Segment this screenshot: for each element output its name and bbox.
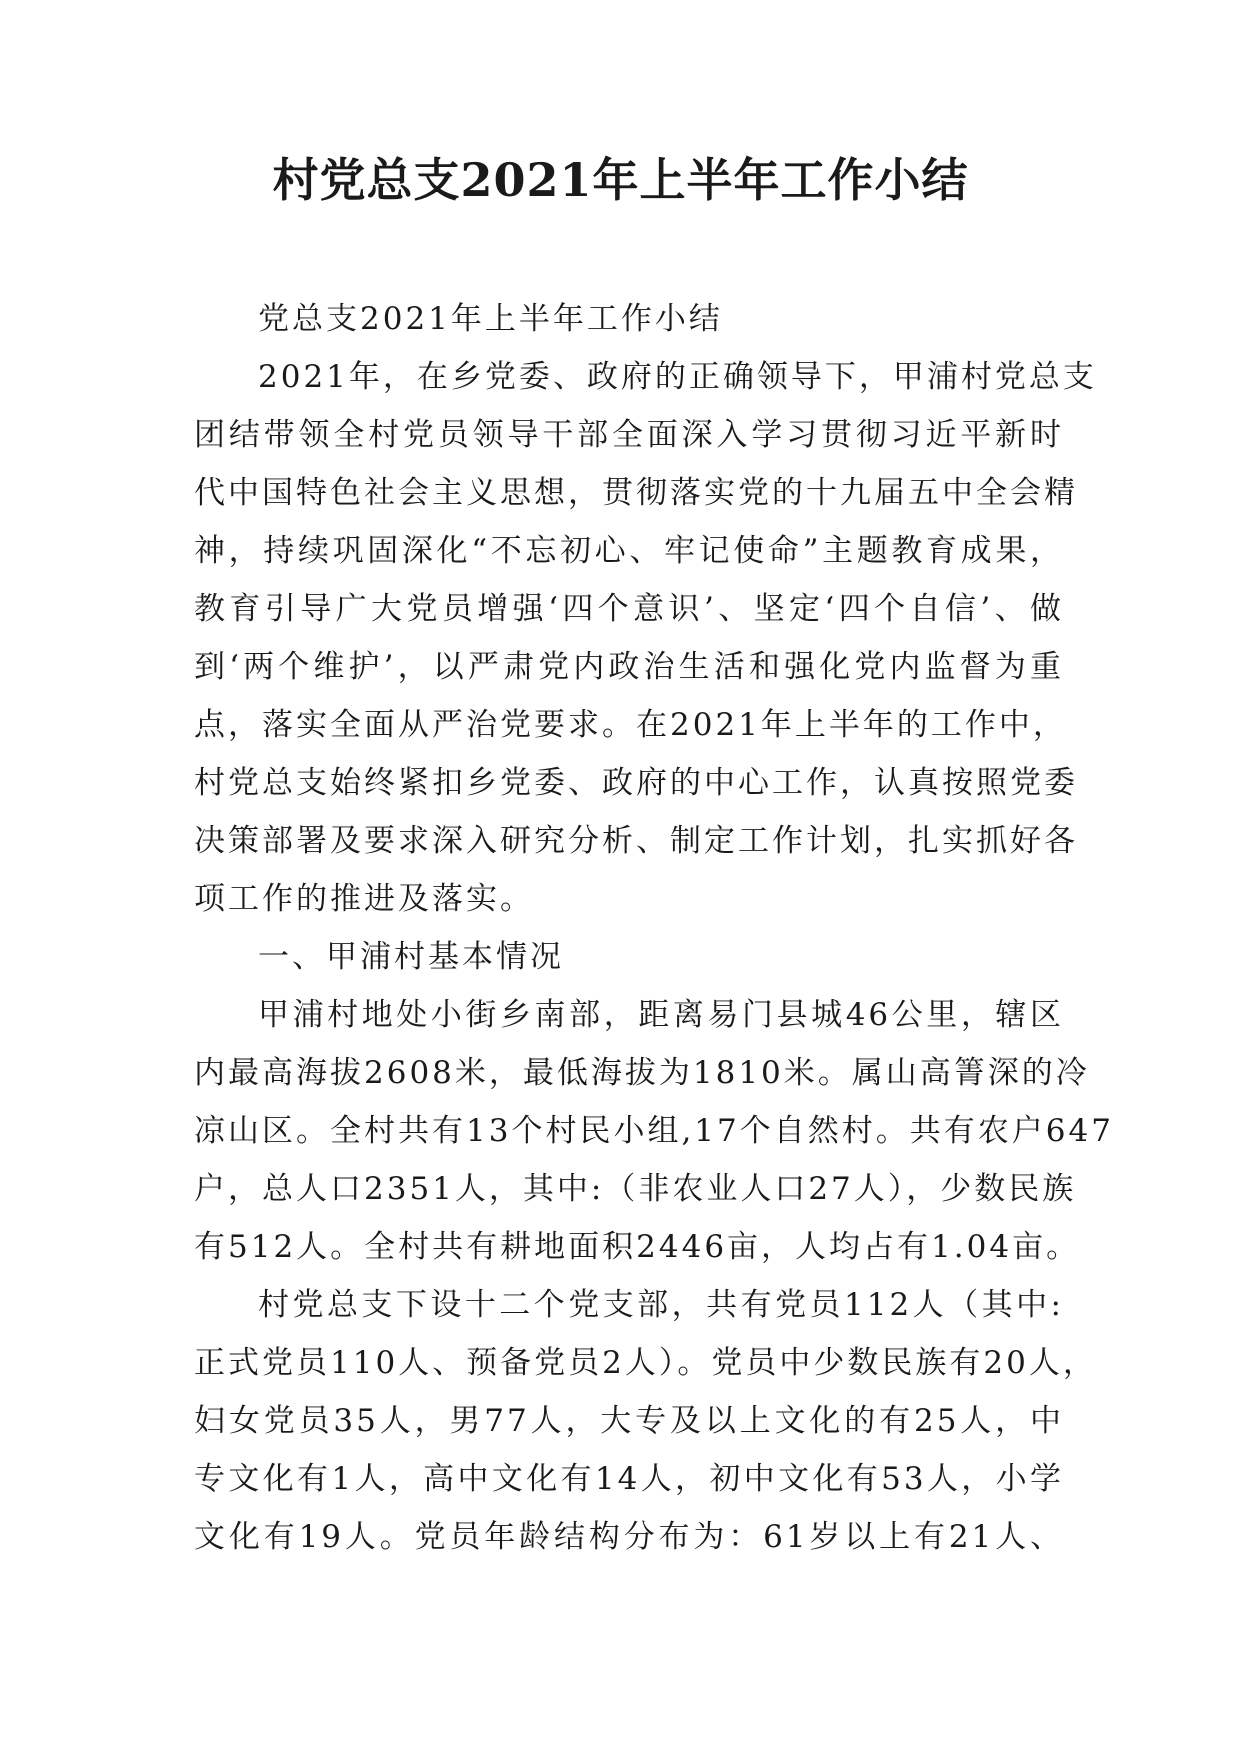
paragraph-line: 文化有19人。党员年龄结构分布为：61岁以上有21人、 — [194, 1519, 1064, 1555]
paragraph-line: 教育引导广大党员增强‘四个意识’、坚定‘四个自信’、做 — [194, 591, 1064, 627]
paragraph-line: 点，落实全面从严治党要求。在2021年上半年的工作中， — [194, 707, 1067, 743]
document-body — [194, 290, 1114, 1566]
paragraph-line: 到‘两个维护’，以严肃党内政治生活和强化党内监督为重 — [194, 649, 1064, 685]
paragraph-line: 团结带领全村党员领导干部全面深入学习贯彻习近平新时 — [194, 417, 1064, 453]
paragraph-line: 有512人。全村共有耕地面积2446亩，人均占有1.04亩。 — [194, 1229, 1081, 1265]
paragraph-line: 神，持续巩固深化“不忘初心、牢记使命”主题教育成果， — [194, 533, 1064, 569]
paragraph-line: 凉山区。全村共有13个村民小组,17个自然村。共有农户647 — [194, 1113, 1114, 1149]
paragraph-line: 内最高海拔2608米，最低海拔为1810米。属山高箐深的冷 — [194, 1055, 1090, 1091]
paragraph-line: 决策部署及要求深入研究分析、制定工作计划，扎实抓好各 — [194, 823, 1078, 859]
section-heading: 一、甲浦村基本情况 — [258, 939, 564, 975]
paragraph-line: 村党总支下设十二个党支部，共有党员112人（其中: — [258, 1287, 1064, 1323]
document-title: 村党总支2021年上半年工作小结 — [272, 153, 969, 207]
paragraph-line: 正式党员110人、预备党员2人）。党员中少数民族有20人， — [194, 1345, 1097, 1381]
paragraph-line: 户，总人口2351人，其中:（非农业人口27人），少数民族 — [194, 1171, 1077, 1207]
paragraph-line: 2021年，在乡党委、政府的正确领导下，甲浦村党总支 — [258, 359, 1097, 395]
paragraph-line: 项工作的推进及落实。 — [194, 881, 534, 917]
paragraph-line: 村党总支始终紧扣乡党委、政府的中心工作，认真按照党委 — [194, 765, 1078, 801]
paragraph-line: 代中国特色社会主义思想，贯彻落实党的十九届五中全会精 — [194, 475, 1078, 511]
paragraph-line: 专文化有1人，高中文化有14人，初中文化有53人，小学 — [194, 1461, 1064, 1497]
paragraph-line: 妇女党员35人，男77人，大专及以上文化的有25人，中 — [194, 1403, 1064, 1439]
paragraph-line: 甲浦村地处小街乡南部，距离易门县城46公里，辖区 — [258, 997, 1064, 1033]
subtitle-line: 党总支2021年上半年工作小结 — [258, 301, 723, 337]
